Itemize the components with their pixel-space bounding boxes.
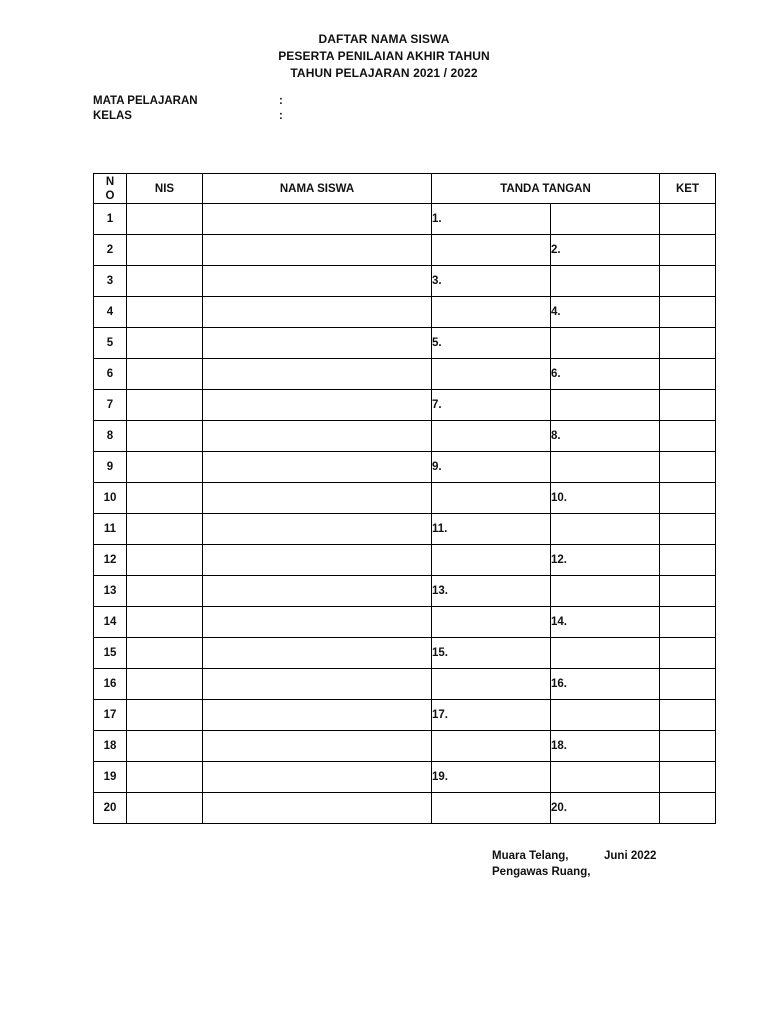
header-row xyxy=(94,174,716,204)
table-row xyxy=(94,359,716,390)
supervisor-label: Pengawas Ruang, xyxy=(492,866,591,878)
nis-cell xyxy=(127,576,203,607)
table-row xyxy=(94,421,716,452)
nama-siswa-cell xyxy=(203,731,432,762)
signature-right-cell xyxy=(551,576,660,607)
ket-cell xyxy=(660,731,716,762)
ket-cell xyxy=(660,793,716,824)
date-text: Juni 2022 xyxy=(604,850,657,862)
row-number: 18 xyxy=(94,731,127,762)
header-ket: KET xyxy=(660,174,716,204)
table-row xyxy=(94,731,716,762)
signature-left-cell xyxy=(432,235,551,266)
signature-left-cell: 9. xyxy=(432,452,551,483)
place-date-row xyxy=(492,848,657,864)
nama-siswa-cell xyxy=(203,328,432,359)
nis-cell xyxy=(127,266,203,297)
table-row xyxy=(94,793,716,824)
signature-left-cell: 11. xyxy=(432,514,551,545)
nis-cell xyxy=(127,731,203,762)
attendance-table xyxy=(93,173,716,824)
nis-cell xyxy=(127,328,203,359)
signature-right-cell xyxy=(551,762,660,793)
signature-left-cell xyxy=(432,483,551,514)
nama-siswa-cell xyxy=(203,297,432,328)
row-number: 15 xyxy=(94,638,127,669)
table-row xyxy=(94,545,716,576)
signature-left-cell xyxy=(432,793,551,824)
row-number: 20 xyxy=(94,793,127,824)
table-row xyxy=(94,297,716,328)
signature-right-cell xyxy=(551,328,660,359)
nis-cell xyxy=(127,700,203,731)
nis-cell xyxy=(127,421,203,452)
signature-left-cell xyxy=(432,421,551,452)
nama-siswa-cell xyxy=(203,266,432,297)
nama-siswa-cell xyxy=(203,545,432,576)
signature-right-cell xyxy=(551,266,660,297)
signature-left-cell: 5. xyxy=(432,328,551,359)
header-tanda-tangan: TANDA TANGAN xyxy=(432,174,660,204)
table-row xyxy=(94,576,716,607)
ket-cell xyxy=(660,638,716,669)
nis-cell xyxy=(127,483,203,514)
ket-cell xyxy=(660,669,716,700)
signature-right-cell: 14. xyxy=(551,607,660,638)
signature-right-cell xyxy=(551,452,660,483)
row-number: 7 xyxy=(94,390,127,421)
nis-cell xyxy=(127,359,203,390)
header-no xyxy=(94,174,127,204)
ket-cell xyxy=(660,762,716,793)
row-number: 9 xyxy=(94,452,127,483)
signature-left-cell: 17. xyxy=(432,700,551,731)
ket-cell xyxy=(660,204,716,235)
signature-left-cell: 15. xyxy=(432,638,551,669)
table-body xyxy=(94,204,716,824)
signature-right-cell xyxy=(551,638,660,669)
signature-right-cell: 12. xyxy=(551,545,660,576)
ket-cell xyxy=(660,607,716,638)
signature-left-cell xyxy=(432,607,551,638)
nis-cell xyxy=(127,204,203,235)
header-nama-siswa: NAMA SISWA xyxy=(203,174,432,204)
ket-cell xyxy=(660,700,716,731)
nama-siswa-cell xyxy=(203,452,432,483)
signature-right-cell: 2. xyxy=(551,235,660,266)
table-row xyxy=(94,514,716,545)
signature-right-cell xyxy=(551,514,660,545)
class-label: KELAS xyxy=(93,110,132,122)
signature-right-cell: 6. xyxy=(551,359,660,390)
nis-cell xyxy=(127,545,203,576)
role-row xyxy=(492,864,590,880)
signature-right-cell xyxy=(551,204,660,235)
row-number: 13 xyxy=(94,576,127,607)
table-row xyxy=(94,204,716,235)
ket-cell xyxy=(660,576,716,607)
nama-siswa-cell xyxy=(203,235,432,266)
header-nis: NIS xyxy=(127,174,203,204)
row-number: 2 xyxy=(94,235,127,266)
nama-siswa-cell xyxy=(203,762,432,793)
signature-left-cell xyxy=(432,359,551,390)
signature-right-cell xyxy=(551,390,660,421)
signature-left-cell: 1. xyxy=(432,204,551,235)
signature-right-cell: 18. xyxy=(551,731,660,762)
row-number: 1 xyxy=(94,204,127,235)
signature-left-cell xyxy=(432,669,551,700)
row-number: 6 xyxy=(94,359,127,390)
nama-siswa-cell xyxy=(203,638,432,669)
ket-cell xyxy=(660,545,716,576)
signature-left-cell: 7. xyxy=(432,390,551,421)
ket-cell xyxy=(660,483,716,514)
nis-cell xyxy=(127,514,203,545)
ket-cell xyxy=(660,452,716,483)
nama-siswa-cell xyxy=(203,514,432,545)
nama-siswa-cell xyxy=(203,421,432,452)
place-text: Muara Telang, xyxy=(492,850,569,862)
nama-siswa-cell xyxy=(203,204,432,235)
nama-siswa-cell xyxy=(203,576,432,607)
ket-cell xyxy=(660,359,716,390)
header-no-line-2: O xyxy=(105,189,115,202)
signature-right-cell: 16. xyxy=(551,669,660,700)
header-no-line-1: N xyxy=(105,175,115,188)
row-number: 12 xyxy=(94,545,127,576)
table-row xyxy=(94,390,716,421)
subject-colon: : xyxy=(279,95,283,107)
signature-right-cell xyxy=(551,700,660,731)
row-number: 11 xyxy=(94,514,127,545)
table-row xyxy=(94,266,716,297)
ket-cell xyxy=(660,266,716,297)
table-row xyxy=(94,700,716,731)
signature-left-cell xyxy=(432,297,551,328)
title-line-3: TAHUN PELAJARAN 2021 / 2022 xyxy=(290,66,478,80)
nama-siswa-cell xyxy=(203,483,432,514)
document-title xyxy=(0,31,768,82)
table-row xyxy=(94,235,716,266)
table-row xyxy=(94,452,716,483)
row-number: 16 xyxy=(94,669,127,700)
signature-left-cell: 13. xyxy=(432,576,551,607)
row-number: 8 xyxy=(94,421,127,452)
nama-siswa-cell xyxy=(203,607,432,638)
row-number: 5 xyxy=(94,328,127,359)
signature-right-cell: 8. xyxy=(551,421,660,452)
nis-cell xyxy=(127,793,203,824)
nis-cell xyxy=(127,669,203,700)
signature-right-cell: 10. xyxy=(551,483,660,514)
table-row xyxy=(94,669,716,700)
ket-cell xyxy=(660,328,716,359)
signature-right-cell: 20. xyxy=(551,793,660,824)
table-row xyxy=(94,483,716,514)
signature-block xyxy=(492,848,657,880)
nis-cell xyxy=(127,762,203,793)
class-colon: : xyxy=(279,110,283,122)
signature-left-cell: 19. xyxy=(432,762,551,793)
nama-siswa-cell xyxy=(203,669,432,700)
nama-siswa-cell xyxy=(203,390,432,421)
title-line-2: PESERTA PENILAIAN AKHIR TAHUN xyxy=(278,49,490,63)
nama-siswa-cell xyxy=(203,700,432,731)
nis-cell xyxy=(127,638,203,669)
table-row xyxy=(94,638,716,669)
ket-cell xyxy=(660,297,716,328)
row-number: 10 xyxy=(94,483,127,514)
table-row xyxy=(94,607,716,638)
nis-cell xyxy=(127,297,203,328)
nama-siswa-cell xyxy=(203,793,432,824)
signature-left-cell: 3. xyxy=(432,266,551,297)
signature-left-cell xyxy=(432,731,551,762)
title-line-1: DAFTAR NAMA SISWA xyxy=(318,32,450,46)
nis-cell xyxy=(127,607,203,638)
row-number: 3 xyxy=(94,266,127,297)
ket-cell xyxy=(660,514,716,545)
signature-right-cell: 4. xyxy=(551,297,660,328)
row-number: 19 xyxy=(94,762,127,793)
row-number: 17 xyxy=(94,700,127,731)
row-number: 4 xyxy=(94,297,127,328)
table-row xyxy=(94,328,716,359)
nis-cell xyxy=(127,235,203,266)
nama-siswa-cell xyxy=(203,359,432,390)
table-row xyxy=(94,762,716,793)
ket-cell xyxy=(660,390,716,421)
ket-cell xyxy=(660,421,716,452)
nis-cell xyxy=(127,390,203,421)
subject-label: MATA PELAJARAN xyxy=(93,95,198,107)
ket-cell xyxy=(660,235,716,266)
signature-left-cell xyxy=(432,545,551,576)
row-number: 14 xyxy=(94,607,127,638)
nis-cell xyxy=(127,452,203,483)
